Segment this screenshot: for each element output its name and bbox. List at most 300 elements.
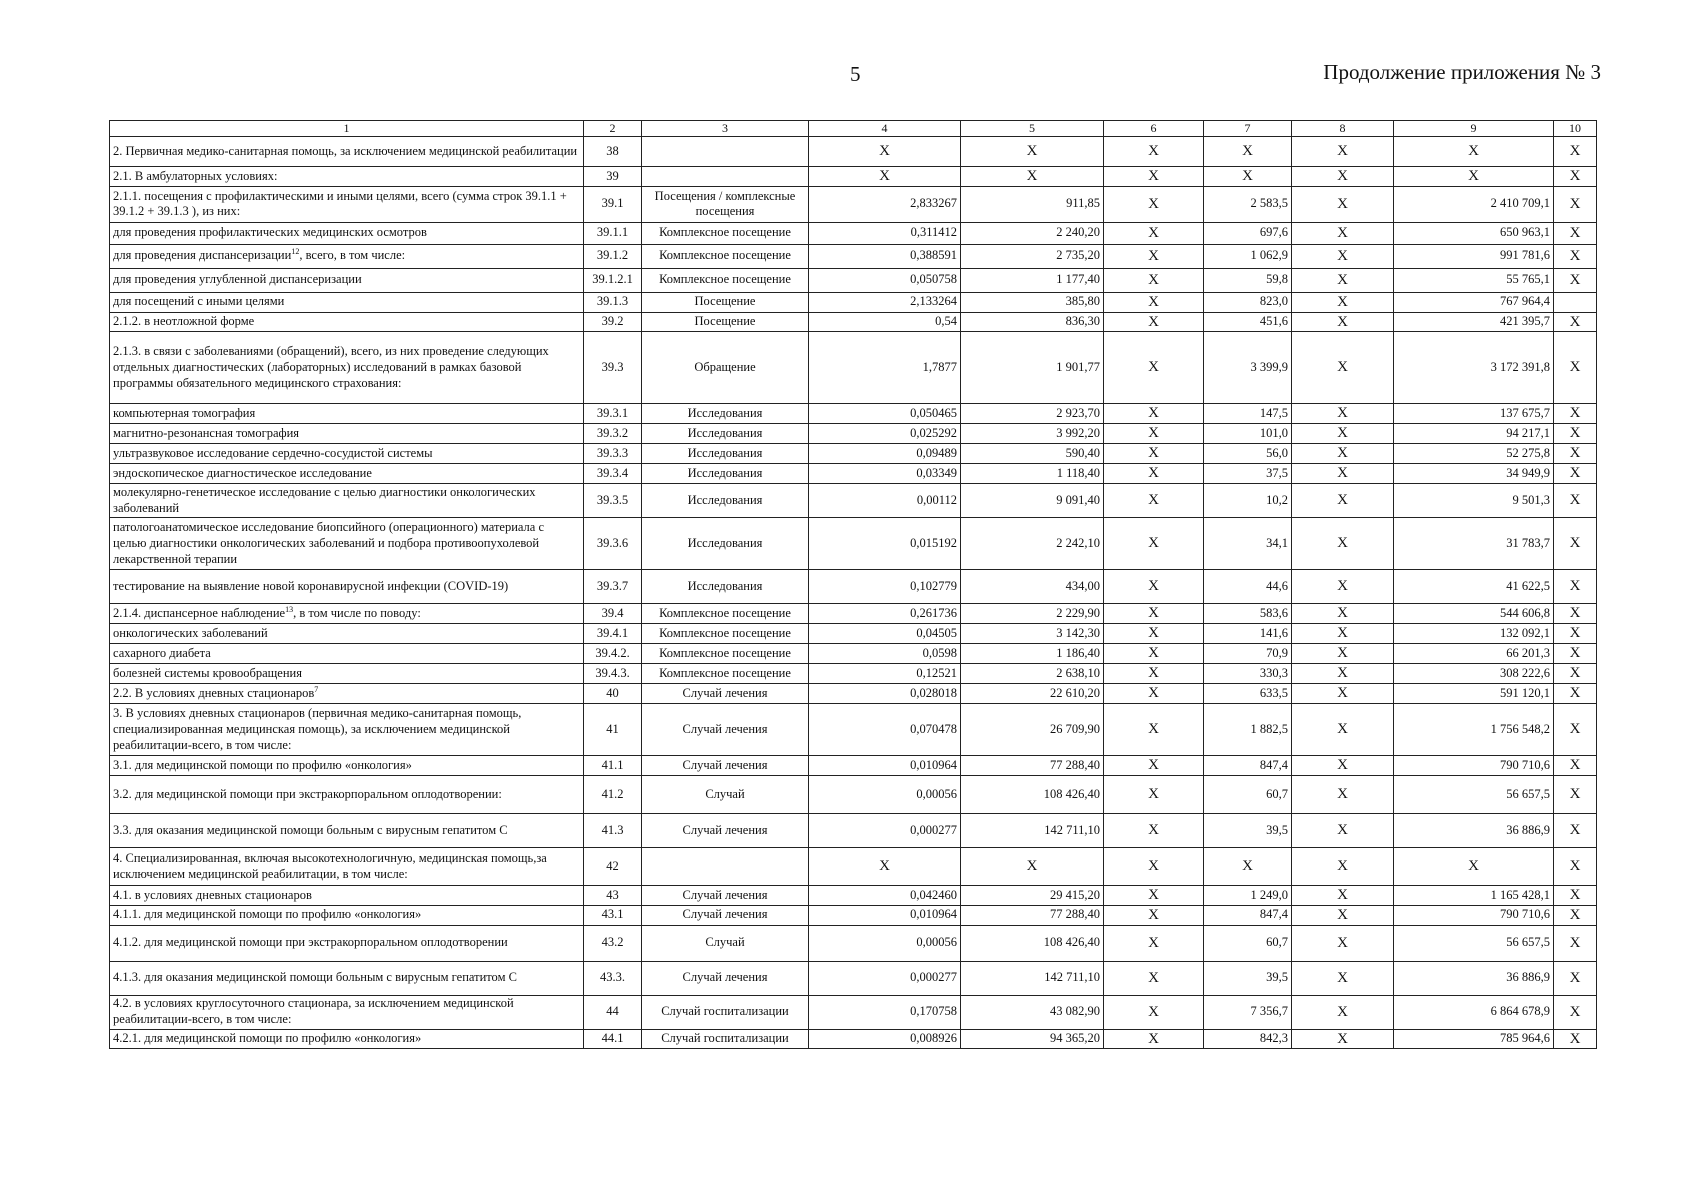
table-row (110, 424, 1597, 444)
column-number: 7 (1204, 121, 1292, 137)
row-col8: Х (1292, 570, 1394, 604)
row-col10: Х (1554, 925, 1597, 961)
row-col7: 330,3 (1204, 664, 1292, 684)
row-col9: 544 606,8 (1394, 604, 1554, 624)
row-cost: 2 638,10 (961, 664, 1104, 684)
row-unit: Случай лечения (642, 814, 809, 848)
row-code: 39.4 (584, 604, 642, 624)
row-cost: 836,30 (961, 312, 1104, 332)
table-row (110, 814, 1597, 848)
row-col10: Х (1554, 664, 1597, 684)
table-row (110, 570, 1597, 604)
row-cost: 77 288,40 (961, 905, 1104, 925)
row-rate: 2,133264 (809, 292, 961, 312)
row-col9: 55 765,1 (1394, 268, 1554, 292)
row-name: 2.1.2. в неотложной форме (110, 312, 584, 332)
row-rate: 0,04505 (809, 624, 961, 644)
row-name: 3.2. для медицинской помощи при экстракорпоральном оплодотворении: (110, 776, 584, 814)
row-col7: 1 249,0 (1204, 886, 1292, 906)
row-name: онкологических заболеваний (110, 624, 584, 644)
row-code: 39.1.2.1 (584, 268, 642, 292)
row-name: болезней системы кровообращения (110, 664, 584, 684)
footnote-ref: 12 (291, 247, 300, 257)
row-cost: 9 091,40 (961, 484, 1104, 518)
row-col7: 39,5 (1204, 814, 1292, 848)
row-col9: 94 217,1 (1394, 424, 1554, 444)
table-row (110, 995, 1597, 1029)
row-code: 39.3.4 (584, 464, 642, 484)
row-col7: 34,1 (1204, 518, 1292, 570)
row-unit: Обращение (642, 332, 809, 404)
row-col10: Х (1554, 624, 1597, 644)
row-cost: 3 142,30 (961, 624, 1104, 644)
row-col9: 2 410 709,1 (1394, 186, 1554, 222)
row-col8: Х (1292, 704, 1394, 756)
row-code: 42 (584, 848, 642, 886)
row-unit: Исследования (642, 404, 809, 424)
row-col7: 451,6 (1204, 312, 1292, 332)
row-col9: 56 657,5 (1394, 925, 1554, 961)
row-col9: 56 657,5 (1394, 776, 1554, 814)
row-col8: Х (1292, 814, 1394, 848)
row-name: 3. В условиях дневных стационаров (первичная медико-санитарная помощь, специализированная медицинская помощь), за исключением медицинской реабилитации-всего, в том числе: (110, 704, 584, 756)
row-col9: 1 165 428,1 (1394, 886, 1554, 906)
row-col8: Х (1292, 484, 1394, 518)
row-code: 41.3 (584, 814, 642, 848)
row-rate: 0,00056 (809, 925, 961, 961)
row-col10: Х (1554, 332, 1597, 404)
row-col6: Х (1104, 464, 1204, 484)
row-col9: 31 783,7 (1394, 518, 1554, 570)
row-cost: 434,00 (961, 570, 1104, 604)
row-rate: 0,102779 (809, 570, 961, 604)
row-unit: Комплексное посещение (642, 244, 809, 268)
row-code: 44 (584, 995, 642, 1029)
row-col8: Х (1292, 756, 1394, 776)
row-rate: 0,000277 (809, 961, 961, 995)
row-cost: 22 610,20 (961, 684, 1104, 704)
row-col8: Х (1292, 292, 1394, 312)
row-unit: Случай лечения (642, 886, 809, 906)
row-unit: Исследования (642, 518, 809, 570)
row-col9: 790 710,6 (1394, 905, 1554, 925)
row-rate: 0,03349 (809, 464, 961, 484)
table-row (110, 244, 1597, 268)
row-col7: Х (1204, 848, 1292, 886)
row-unit: Случай (642, 776, 809, 814)
row-code: 39.2 (584, 312, 642, 332)
row-col10: Х (1554, 186, 1597, 222)
table-row (110, 1029, 1597, 1049)
row-col6: Х (1104, 624, 1204, 644)
row-cost: 385,80 (961, 292, 1104, 312)
footnote-ref: 13 (285, 604, 294, 614)
row-col6: Х (1104, 644, 1204, 664)
row-col9: 9 501,3 (1394, 484, 1554, 518)
row-col9: Х (1394, 848, 1554, 886)
row-col8: Х (1292, 332, 1394, 404)
row-cost: 590,40 (961, 444, 1104, 464)
row-cost: 108 426,40 (961, 925, 1104, 961)
row-cost: 26 709,90 (961, 704, 1104, 756)
row-name: эндоскопическое диагностическое исследование (110, 464, 584, 484)
row-cost: 1 186,40 (961, 644, 1104, 664)
row-col6: Х (1104, 995, 1204, 1029)
row-rate: 0,54 (809, 312, 961, 332)
row-col10: Х (1554, 961, 1597, 995)
row-col8: Х (1292, 186, 1394, 222)
row-col6: Х (1104, 664, 1204, 684)
row-cost: 77 288,40 (961, 756, 1104, 776)
row-rate: 0,170758 (809, 995, 961, 1029)
row-col7: 10,2 (1204, 484, 1292, 518)
appendix-header: Продолжение приложения № 3 (1323, 60, 1601, 84)
row-col7: 583,6 (1204, 604, 1292, 624)
row-rate: 0,00112 (809, 484, 961, 518)
row-code: 39.4.2. (584, 644, 642, 664)
row-col8: Х (1292, 268, 1394, 292)
row-col9: 421 395,7 (1394, 312, 1554, 332)
row-col10: Х (1554, 905, 1597, 925)
row-col10: Х (1554, 756, 1597, 776)
row-unit: Комплексное посещение (642, 624, 809, 644)
row-cost: 142 711,10 (961, 814, 1104, 848)
row-unit: Случай лечения (642, 756, 809, 776)
row-cost: 3 992,20 (961, 424, 1104, 444)
row-col8: Х (1292, 1029, 1394, 1049)
row-name: 2.1. В амбулаторных условиях: (110, 167, 584, 187)
row-name: 2. Первичная медико-санитарная помощь, за исключением медицинской реабилитации (110, 137, 584, 167)
row-name: 3.1. для медицинской помощи по профилю «онкология» (110, 756, 584, 776)
row-name: для проведения профилактических медицинских осмотров (110, 222, 584, 244)
row-col7: 847,4 (1204, 905, 1292, 925)
row-col6: Х (1104, 704, 1204, 756)
row-col6: Х (1104, 137, 1204, 167)
row-cost: 29 415,20 (961, 886, 1104, 906)
row-name: тестирование на выявление новой коронавирусной инфекции (COVID-19) (110, 570, 584, 604)
table-row (110, 848, 1597, 886)
row-col8: Х (1292, 776, 1394, 814)
row-rate: 0,015192 (809, 518, 961, 570)
row-col10: Х (1554, 1029, 1597, 1049)
row-col10: Х (1554, 268, 1597, 292)
row-col9: 591 120,1 (1394, 684, 1554, 704)
row-cost: 142 711,10 (961, 961, 1104, 995)
row-rate: Х (809, 137, 961, 167)
row-unit: Случай госпитализации (642, 995, 809, 1029)
row-rate: 0,070478 (809, 704, 961, 756)
row-unit: Посещение (642, 312, 809, 332)
row-col8: Х (1292, 995, 1394, 1029)
row-col8: Х (1292, 886, 1394, 906)
row-rate: 0,0598 (809, 644, 961, 664)
row-col7: Х (1204, 137, 1292, 167)
row-col10: Х (1554, 886, 1597, 906)
row-name: 4.2.1. для медицинской помощи по профилю «онкология» (110, 1029, 584, 1049)
row-col7: 1 882,5 (1204, 704, 1292, 756)
row-col7: Х (1204, 167, 1292, 187)
row-col9: 991 781,6 (1394, 244, 1554, 268)
row-cost: 2 735,20 (961, 244, 1104, 268)
row-col9: Х (1394, 167, 1554, 187)
row-code: 39.3.2 (584, 424, 642, 444)
row-col9: 1 756 548,2 (1394, 704, 1554, 756)
row-col6: Х (1104, 484, 1204, 518)
row-col6: Х (1104, 444, 1204, 464)
row-col7: 823,0 (1204, 292, 1292, 312)
table-row (110, 756, 1597, 776)
row-col6: Х (1104, 848, 1204, 886)
column-number: 3 (642, 121, 809, 137)
table-row (110, 776, 1597, 814)
row-col7: 842,3 (1204, 1029, 1292, 1049)
row-col6: Х (1104, 167, 1204, 187)
row-col10: Х (1554, 704, 1597, 756)
row-unit: Исследования (642, 484, 809, 518)
table-row (110, 684, 1597, 704)
row-name: для посещений с иными целями (110, 292, 584, 312)
row-col9: 785 964,6 (1394, 1029, 1554, 1049)
row-col6: Х (1104, 404, 1204, 424)
row-name: для проведения углубленной диспансеризации (110, 268, 584, 292)
row-code: 39.3.6 (584, 518, 642, 570)
row-col6: Х (1104, 424, 1204, 444)
row-col6: Х (1104, 222, 1204, 244)
row-col6: Х (1104, 684, 1204, 704)
row-rate: 0,010964 (809, 756, 961, 776)
row-col7: 37,5 (1204, 464, 1292, 484)
row-code: 38 (584, 137, 642, 167)
row-code: 41.1 (584, 756, 642, 776)
row-cost: 2 240,20 (961, 222, 1104, 244)
row-name: 4. Специализированная, включая высокотехнологичную, медицинская помощь,за исключением медицинской реабилитации, в том числе: (110, 848, 584, 886)
row-col7: 60,7 (1204, 776, 1292, 814)
row-cost: 108 426,40 (961, 776, 1104, 814)
row-col8: Х (1292, 137, 1394, 167)
row-col10: Х (1554, 484, 1597, 518)
column-number: 10 (1554, 121, 1597, 137)
row-col7: 70,9 (1204, 644, 1292, 664)
row-col10 (1554, 292, 1597, 312)
row-rate: 0,010964 (809, 905, 961, 925)
row-rate: Х (809, 167, 961, 187)
row-unit: Комплексное посещение (642, 644, 809, 664)
row-unit: Случай (642, 925, 809, 961)
row-col10: Х (1554, 312, 1597, 332)
row-col10: Х (1554, 424, 1597, 444)
row-code: 39.1.3 (584, 292, 642, 312)
row-rate: Х (809, 848, 961, 886)
row-col7: 633,5 (1204, 684, 1292, 704)
row-col6: Х (1104, 332, 1204, 404)
row-rate: 0,00056 (809, 776, 961, 814)
row-col8: Х (1292, 961, 1394, 995)
row-col9: 790 710,6 (1394, 756, 1554, 776)
row-rate: 0,388591 (809, 244, 961, 268)
row-name: 4.1.1. для медицинской помощи по профилю «онкология» (110, 905, 584, 925)
table-row (110, 167, 1597, 187)
row-col7: 101,0 (1204, 424, 1292, 444)
row-col7: 847,4 (1204, 756, 1292, 776)
row-name: 2.1.1. посещения с профилактическими и иными целями, всего (сумма строк 39.1.1 + 39.1.2 + 39.1.3 ), из них: (110, 186, 584, 222)
row-cost: Х (961, 848, 1104, 886)
row-col6: Х (1104, 244, 1204, 268)
row-unit: Случай лечения (642, 684, 809, 704)
row-col8: Х (1292, 848, 1394, 886)
row-col7: 60,7 (1204, 925, 1292, 961)
row-cost: Х (961, 137, 1104, 167)
row-name: компьютерная томография (110, 404, 584, 424)
table-row (110, 704, 1597, 756)
row-name: сахарного диабета (110, 644, 584, 664)
row-col10: Х (1554, 444, 1597, 464)
row-code: 39.1.1 (584, 222, 642, 244)
table-row (110, 137, 1597, 167)
table-row (110, 624, 1597, 644)
financing-table (109, 120, 1597, 1049)
row-col10: Х (1554, 464, 1597, 484)
row-col8: Х (1292, 424, 1394, 444)
row-code: 41.2 (584, 776, 642, 814)
row-code: 44.1 (584, 1029, 642, 1049)
footnote-ref: 7 (314, 684, 319, 694)
row-col6: Х (1104, 604, 1204, 624)
row-cost: 94 365,20 (961, 1029, 1104, 1049)
row-code: 39.4.3. (584, 664, 642, 684)
table-row (110, 644, 1597, 664)
table-row (110, 444, 1597, 464)
table-row (110, 292, 1597, 312)
column-number: 6 (1104, 121, 1204, 137)
row-col10: Х (1554, 995, 1597, 1029)
row-col8: Х (1292, 222, 1394, 244)
row-col6: Х (1104, 518, 1204, 570)
row-col6: Х (1104, 756, 1204, 776)
row-name: 2.2. В условиях дневных стационаров$^7$ (110, 684, 584, 704)
row-rate: 0,050758 (809, 268, 961, 292)
row-rate: 0,008926 (809, 1029, 961, 1049)
row-col8: Х (1292, 624, 1394, 644)
row-unit: Комплексное посещение (642, 268, 809, 292)
row-col10: Х (1554, 222, 1597, 244)
row-code: 39.1.2 (584, 244, 642, 268)
row-code: 39.3.1 (584, 404, 642, 424)
row-unit: Исследования (642, 464, 809, 484)
row-code: 39 (584, 167, 642, 187)
row-col8: Х (1292, 464, 1394, 484)
row-cost: Х (961, 167, 1104, 187)
row-col10: Х (1554, 684, 1597, 704)
row-rate: 0,050465 (809, 404, 961, 424)
row-rate: 2,833267 (809, 186, 961, 222)
row-col7: 59,8 (1204, 268, 1292, 292)
row-col9: 41 622,5 (1394, 570, 1554, 604)
row-col10: Х (1554, 570, 1597, 604)
row-cost: 1 177,40 (961, 268, 1104, 292)
row-name: 3.3. для оказания медицинской помощи больным с вирусным гепатитом С (110, 814, 584, 848)
row-name: 4.2. в условиях круглосуточного стационара, за исключением медицинской реабилитации-всего, в том числе: (110, 995, 584, 1029)
row-col6: Х (1104, 814, 1204, 848)
row-unit: Случай лечения (642, 961, 809, 995)
row-rate: 0,261736 (809, 604, 961, 624)
row-col8: Х (1292, 644, 1394, 664)
table-row (110, 332, 1597, 404)
column-number: 5 (961, 121, 1104, 137)
row-rate: 0,311412 (809, 222, 961, 244)
row-col9: 767 964,4 (1394, 292, 1554, 312)
row-col6: Х (1104, 1029, 1204, 1049)
row-name: молекулярно-генетическое исследование с целью диагностики онкологических заболеваний (110, 484, 584, 518)
row-col6: Х (1104, 961, 1204, 995)
row-code: 39.3 (584, 332, 642, 404)
row-col8: Х (1292, 905, 1394, 925)
row-unit: Комплексное посещение (642, 222, 809, 244)
table-row (110, 961, 1597, 995)
row-cost: 2 229,90 (961, 604, 1104, 624)
row-col7: 39,5 (1204, 961, 1292, 995)
column-numbers-row (110, 121, 1597, 137)
row-code: 39.3.5 (584, 484, 642, 518)
row-unit: Комплексное посещение (642, 604, 809, 624)
row-col8: Х (1292, 404, 1394, 424)
row-unit: Исследования (642, 424, 809, 444)
table-row (110, 186, 1597, 222)
row-col7: 141,6 (1204, 624, 1292, 644)
row-col10: Х (1554, 167, 1597, 187)
row-col9: 308 222,6 (1394, 664, 1554, 684)
row-col6: Х (1104, 292, 1204, 312)
table-row (110, 312, 1597, 332)
row-col6: Х (1104, 268, 1204, 292)
row-unit: Посещения / комплексные посещения (642, 186, 809, 222)
row-cost: 2 242,10 (961, 518, 1104, 570)
row-col10: Х (1554, 137, 1597, 167)
row-rate: 0,09489 (809, 444, 961, 464)
row-col9: 6 864 678,9 (1394, 995, 1554, 1029)
row-code: 43.1 (584, 905, 642, 925)
row-col9: 132 092,1 (1394, 624, 1554, 644)
row-rate: 0,025292 (809, 424, 961, 444)
row-col9: Х (1394, 137, 1554, 167)
row-unit (642, 848, 809, 886)
row-col6: Х (1104, 905, 1204, 925)
row-rate: 0,000277 (809, 814, 961, 848)
row-col6: Х (1104, 925, 1204, 961)
row-unit: Посещение (642, 292, 809, 312)
row-col9: 66 201,3 (1394, 644, 1554, 664)
row-unit: Случай госпитализации (642, 1029, 809, 1049)
table-row (110, 925, 1597, 961)
row-col9: 650 963,1 (1394, 222, 1554, 244)
row-code: 39.1 (584, 186, 642, 222)
row-col7: 2 583,5 (1204, 186, 1292, 222)
table-row (110, 222, 1597, 244)
table-row (110, 604, 1597, 624)
row-col7: 44,6 (1204, 570, 1292, 604)
row-code: 43.3. (584, 961, 642, 995)
row-col10: Х (1554, 518, 1597, 570)
row-unit: Комплексное посещение (642, 664, 809, 684)
row-col7: 697,6 (1204, 222, 1292, 244)
row-col10: Х (1554, 604, 1597, 624)
row-col6: Х (1104, 312, 1204, 332)
column-number: 2 (584, 121, 642, 137)
table-row (110, 664, 1597, 684)
table-row (110, 268, 1597, 292)
table-row (110, 518, 1597, 570)
row-col8: Х (1292, 312, 1394, 332)
row-unit (642, 167, 809, 187)
